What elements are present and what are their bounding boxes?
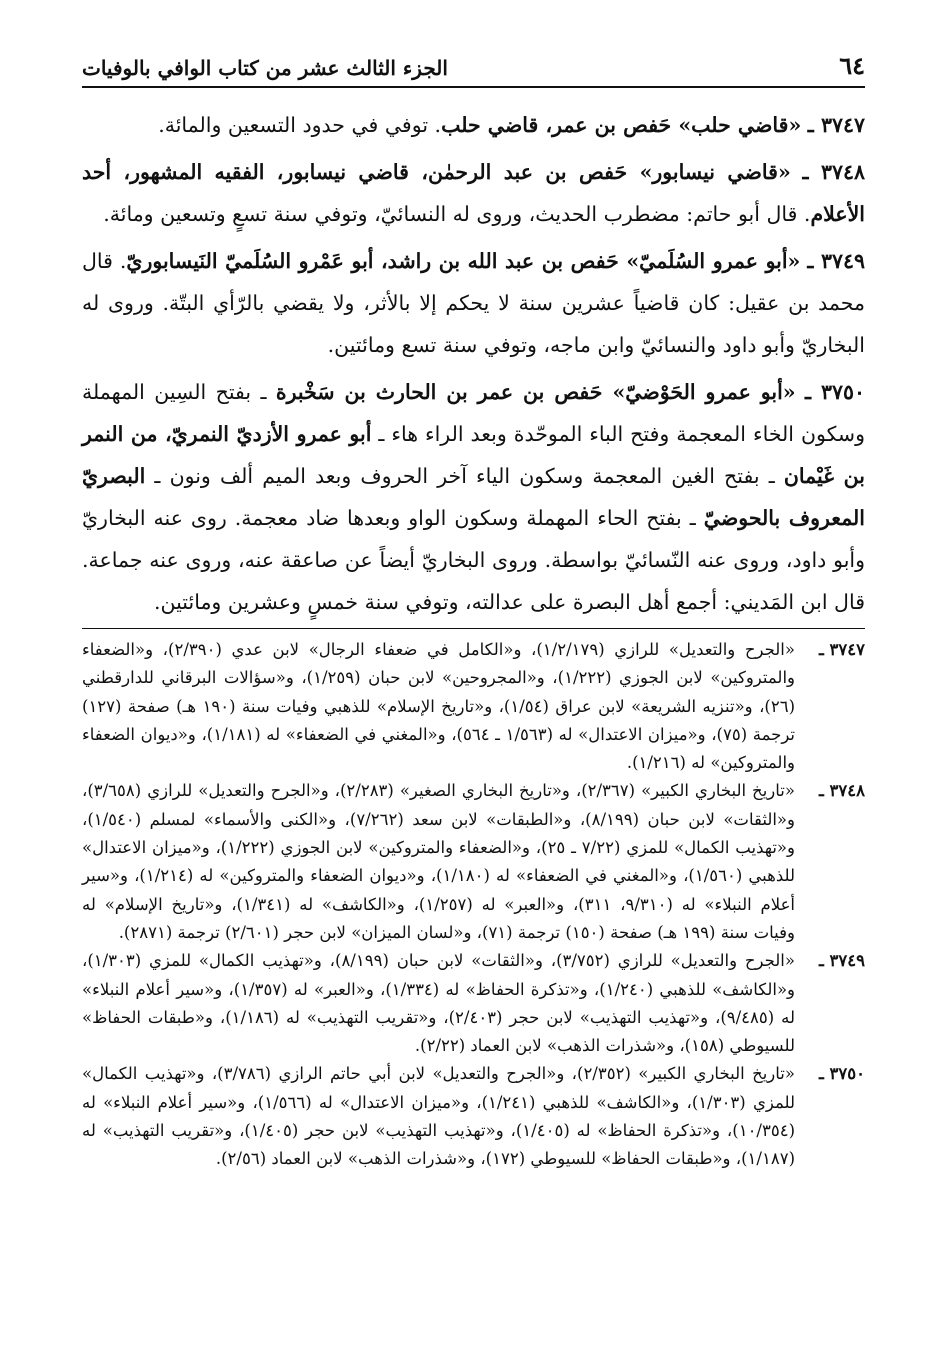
entry-heading: «قاضي حلب» حَفص بن عمر، قاضي حلب: [441, 113, 802, 137]
entry-heading: «أبو عمرو الحَوْضيّ» حَفص بن عمر بن الحارث بن سَخْبرة: [275, 380, 796, 404]
footnote-number: ٣٧٥٠ ـ: [818, 1064, 865, 1084]
footnote-text: «الجرح والتعديل» للرازي (٣/٧٥٢)، و«الثقات» لابن حبان (٨/١٩٩)، و«تهذيب الكمال» للمزي (١/٣٠٣)، و«الكاشف» للذهبي (١/٢٤٠)، و«تذكرة الحفاظ» له (١/٣٣٤)، و«العبر» له (١/٣٥٧)، و«سير أعلام النبلاء» له (٩/٤٨٥)، و«تهذيب التهذيب» لابن حجر (٢/٤٠٣)، و«تقريب التهذيب» له (١/١٨٦)، و«طبقات الحفاظ» للسيوطي (١٥٨)، و«شذرات الذهب» لابن العماد (٢/٢٢).: [82, 951, 796, 1056]
entry-body: . توفي في حدود التسعين والمائة.: [158, 113, 442, 137]
footnote-divider: [82, 628, 865, 629]
entry-3750: [82, 371, 865, 623]
page-header: [82, 44, 865, 80]
entry-number: ٣٧٤٩ ـ: [807, 249, 865, 273]
footnote-3750: [82, 1060, 865, 1173]
footnote-3747: [82, 636, 865, 777]
footnote-text: «الجرح والتعديل» للرازي (١/٢/١٧٩)، و«الكامل في ضعفاء الرجال» لابن عدي (٢/٣٩٠)، و«الضعفاء والمتروكين» لابن الجوزي (١/٢٢٢)، و«المجروحين» لابن حبان (١/٢٥٩)، و«سؤالات البرقاني للدارقطني (٢٦)، و«تنزيه الشريعة» لابن عراق (١/٥٤)، و«تاريخ الإسلام» للذهبي وفيات سنة (١٩٠ هـ) صفحة (١٢٧) ترجمة (٧٥)، و«ميزان الاعتدال» له (١/٥٦٣ ـ ٥٦٤)، و«المغني في الضعفاء» له (١/١٨١)، و«ديوان الضعفاء والمتروكين» له (١/٢١٦).: [82, 640, 796, 773]
entry-heading: «قاضي نيسابور» حَفص بن عبد الرحمٰن، قاضي نيسابور، الفقيه المشهور، أحد الأعلام: [82, 160, 865, 226]
running-title: الجزء الثالث عشر من كتاب الوافي بالوفيات: [82, 56, 448, 80]
entry-body: . قال أبو حاتم: مضطرب الحديث، وروى له النسائيّ، وتوفي سنة تسعٍ وتسعين ومائة.: [103, 202, 811, 226]
entry-number: ٣٧٤٨ ـ: [802, 160, 865, 184]
footnote-number: ٣٧٤٧ ـ: [818, 640, 865, 659]
footnotes: [82, 636, 865, 1174]
footnote-3749: [82, 947, 865, 1060]
main-text: [82, 104, 865, 628]
entry-heading-3: البصريّ المعروف بالحوضيّ: [82, 464, 865, 530]
entry-body: ـ بفتح السِين المهملة وسكون الخاء المعجمة وفتح الباء الموحّدة وبعد الراء هاء ـ: [82, 380, 865, 446]
entry-body: . قال محمد بن عقيل: كان قاضياً عشرين سنة لا يحكم إلا بالأثر، ولا يقضي بالرّأي البتّة. وروى له البخاريّ وأبو داود والنسائيّ وابن ماجه، وتوفي سنة تسع ومائتين.: [82, 249, 865, 357]
footnote-3748: [82, 777, 865, 947]
entry-number: ٣٧٥٠ ـ: [804, 380, 865, 404]
footnote-number: ٣٧٤٨ ـ: [818, 781, 865, 801]
footnote-text: «تاريخ البخاري الكبير» (٢/٣٥٢)، و«الجرح والتعديل» لابن أبي حاتم الرازي (٣/٧٨٦)، و«تهذيب الكمال» للمزي (١/٣٠٣)، و«الكاشف» للذهبي (١/٢٤١)، و«ميزان الاعتدال» له (١/٥٦٦)، و«سير أعلام النبلاء» له (١٠/٣٥٤)، و«تذكرة الحفاظ» له (١/٤٠٥)، و«تهذيب التهذيب» لابن حجر (١/٤٠٥)، و«تقريب التهذيب» له (١/١٨٧)، و«طبقات الحفاظ» للسيوطي (١٧٢)، و«شذرات الذهب» لابن العماد (٢/٥٦).: [82, 1064, 796, 1169]
entry-body-2: ـ بفتح الغين المعجمة وسكون الياء آخر الحروف وبعد الميم ألف ونون ـ: [145, 464, 784, 488]
entry-3748: [82, 151, 865, 235]
entry-heading-2: أبو عمرو الأزديّ النمريّ، من النمر بن غَيْمان: [82, 422, 865, 488]
header-divider: [82, 86, 865, 88]
entry-3747: [82, 104, 865, 146]
entry-body-3: ـ بفتح الحاء المهملة وسكون الواو وبعدها ضاد معجمة. روى عنه البخاريّ وأبو داود، وروى عنه النّسائيّ بواسطة. وروى البخاريّ أيضاً عن صاعقة عنه، وروى عنه جماعة. قال ابن المَديني: أجمع أهل البصرة على عدالته، وتوفي سنة خمسٍ وعشرين ومائتين.: [82, 506, 865, 614]
footnote-text: «تاريخ البخاري الكبير» (٢/٣٦٧)، و«تاريخ البخاري الصغير» (٢/٢٨٣)، و«الجرح والتعديل» للرازي (٣/٦٥٨)، و«الثقات» لابن حبان (٨/١٩٩)، و«الطبقات» لابن سعد (٧/٢٦٢)، و«الكنى والأسماء» لمسلم (١/٥٤٠)، و«تهذيب الكمال» للمزي (٧/٢٢ ـ ٢٥)، و«الضعفاء والمتروكين» لابن الجوزي (١/٢٢٢)، و«ميزان الاعتدال» للذهبي (١/٥٦٠)، و«المغني في الضعفاء» له (١/١٨٠)، و«ديوان الضعفاء والمتروكين» له (١/٢١٤)، و«سير أعلام النبلاء» له (٩/٣١٠، ٣١١)، و«العبر» له (١/٢٥٧)، و«الكاشف» له (١/٣٤١)، و«تاريخ الإسلام» له وفيات سنة (١٩٩ هـ) صفحة (١٥٠) ترجمة (٧١)، و«لسان الميزان» لابن حجر (٢/٦٠١) ترجمة (٢٨٧١).: [82, 781, 796, 942]
entry-heading: «أبو عمرو السُلَميّ» حَفص بن عبد الله بن راشد، أبو عَمْرو السُلَميّ النَيسابوريّ: [126, 249, 801, 273]
entry-3749: [82, 240, 865, 366]
entry-number: ٣٧٤٧ ـ: [807, 113, 865, 137]
footnote-number: ٣٧٤٩ ـ: [818, 951, 865, 971]
page-number: ٦٤: [839, 51, 865, 80]
